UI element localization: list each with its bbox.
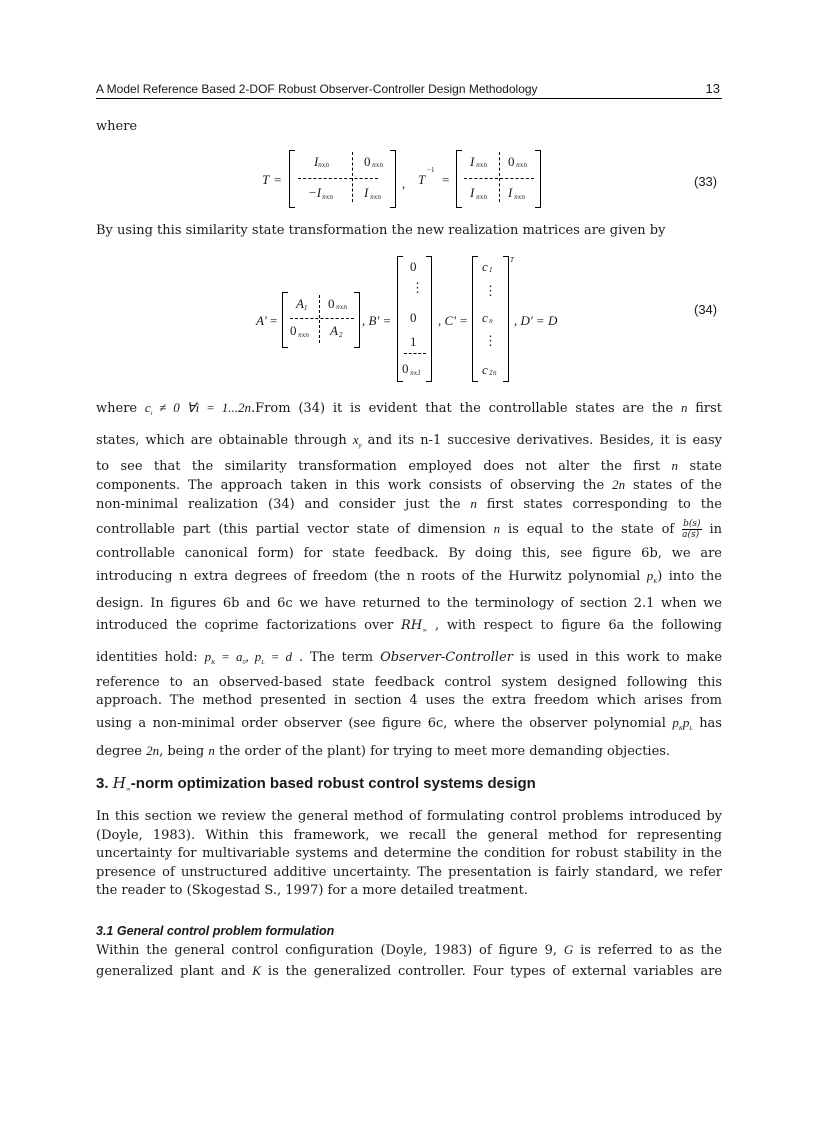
running-header bbox=[96, 82, 722, 99]
eq33-T: T bbox=[262, 172, 270, 187]
paragraph-section-3-intro: In this section we review the general method of formulating control problems introduced by (Doyle, 1983). Within this framework, we recall the general method for representing uncertainty for multivariable systems and determine the condition for robust stability in the presence of unstructured additive uncertainty. The presentation is fairly standard, we refer the reader to (Skogestad S., 1997) for a more detailed treatment. bbox=[96, 809, 722, 899]
where-label: where bbox=[96, 119, 138, 134]
eq33-Tinv: T bbox=[418, 172, 426, 187]
section-3-heading: 3. $H_\infty$-norm optimization based robust control systems design bbox=[96, 774, 536, 793]
transform-intro: By using this similarity state transformation the new realization matrices are given by bbox=[96, 223, 666, 238]
equation-number-34: (34) bbox=[694, 302, 718, 317]
page-number: 13 bbox=[705, 81, 720, 96]
paragraph-general-control: Within the general control configuration (Doyle, 1983) of figure 9, G is referred to as the generalized plant and K is the generalized controller. Four types of external variables are bbox=[96, 942, 723, 979]
paragraph-observer: where $c_i \ne 0$ ∀i = 1...2n.From (34) it is evident that the controllable states are the n first states, which are obtainable through $x_p$ and its n-1 succesive derivatives. Besides, it is easy to see that the similarity transformation employed does not alter the first n state components. The approach taken in this work consists of observing the 2n states of the non-minimal realization (34) and consider just the n first states corresponding to the controllable part (this partial vector state of dimension n is equal to the state of $\frac{b(s)}{a(s)}$ in controllable canonical form) for state feedback. By doing this, see figure 6b, we are introducing n extra degrees of freedom (the n roots of the Hurwitz polynomial $p_K$) into the design. In figures 6b and 6c we have returned to the terminology of section 2.1 when we introduced the coprime factorizations over $RH_\infty$ , with respect to figure 6a the following identities hold: $p_K = a_0$, $p_L = d$ . The term Observer-Controller is used in this work to make reference to an observed-based state feedback control system designed following this approach. The method presented in section 4 uses the extra freedom which arises from using a non-minimal order observer (see figure 6c, where the observer polynomial $p_Kp_L$ has degree 2n, being n the order of the plant) for trying to meet more demanding objecties. bbox=[96, 400, 723, 759]
equation-number-33: (33) bbox=[694, 174, 718, 189]
section-3-1-heading: 3.1 General control problem formulation bbox=[96, 924, 335, 938]
page: A Model Reference Based 2-DOF Robust Observer-Controller Design Methodology 13 where T = I nxn 0 nxn −I nxn I nxn , T −1 = I nxn 0 nxn I nxn I nxn (33) By using this similarity state transformation the new realization matrices are given by A' = A 1 0 nxn 0 nxn A 2 , B' = 0 ⋮ 0 1 0 nx1 , C' = c 1 ⋮ c n ⋮ c 2n T , D' = D (34) where $c_i \ne 0$ ∀i = 1...2n.From (34) it is evident that the controllable states are the n first states, which are obtainable through $x_p$ and its n-1 succesive derivatives. Besides, it is easy to see that the similarity transformation employed does not alter the first n state components. The approach taken in this work consists of observing the 2n states of the non-minimal realization (34) and consider just the n first states corresponding to the controllable part (this partial vector state of dimension n is equal to the state of $\frac{b(s)}{a(s)}$ in controllable canonical form) for state feedback. By doing this, see figure 6b, we are introducing n extra degrees of freedom (the n roots of the Hurwitz polynomial $p_K$) into the design. In figures 6b and 6c we have returned to the terminology of section 2.1 when we introduced the coprime factorizations over $RH_\infty$ , with respect to figure 6a the following identities hold: $p_K = a_0$, $p_L = d$ . The term Observer-Controller is used in this work to make reference to an observed-based state feedback control system designed following this approach. The method presented in section 4 uses the extra freedom which arises from using a non-minimal order observer (see figure 6c, where the observer polynomial $p_Kp_L$ has degree 2n, being n the order of the plant) for trying to meet more demanding objecties. 3. $H_\infty$-norm optimization based robust control systems design In this section we review the general method of formulating control problems introduced by (Doyle, 1983). Within this framework, we recall the general method for representing uncertainty for multivariable systems and determine the condition for robust stability in the presence of unstructured additive uncertainty. The presentation is fairly standard, we refer the reader to (Skogestad S., 1997) for a more detailed treatment. 3.1 General control problem formulation Within the general control configuration (Doyle, 1983) of figure 9, G is referred to as the generalized plant and K is the generalized controller. Four types of external variables are bbox=[0, 0, 816, 1123]
eq33-I11: I bbox=[314, 154, 319, 169]
header-title: A Model Reference Based 2-DOF Robust Observer-Controller Design Methodology bbox=[96, 82, 538, 96]
